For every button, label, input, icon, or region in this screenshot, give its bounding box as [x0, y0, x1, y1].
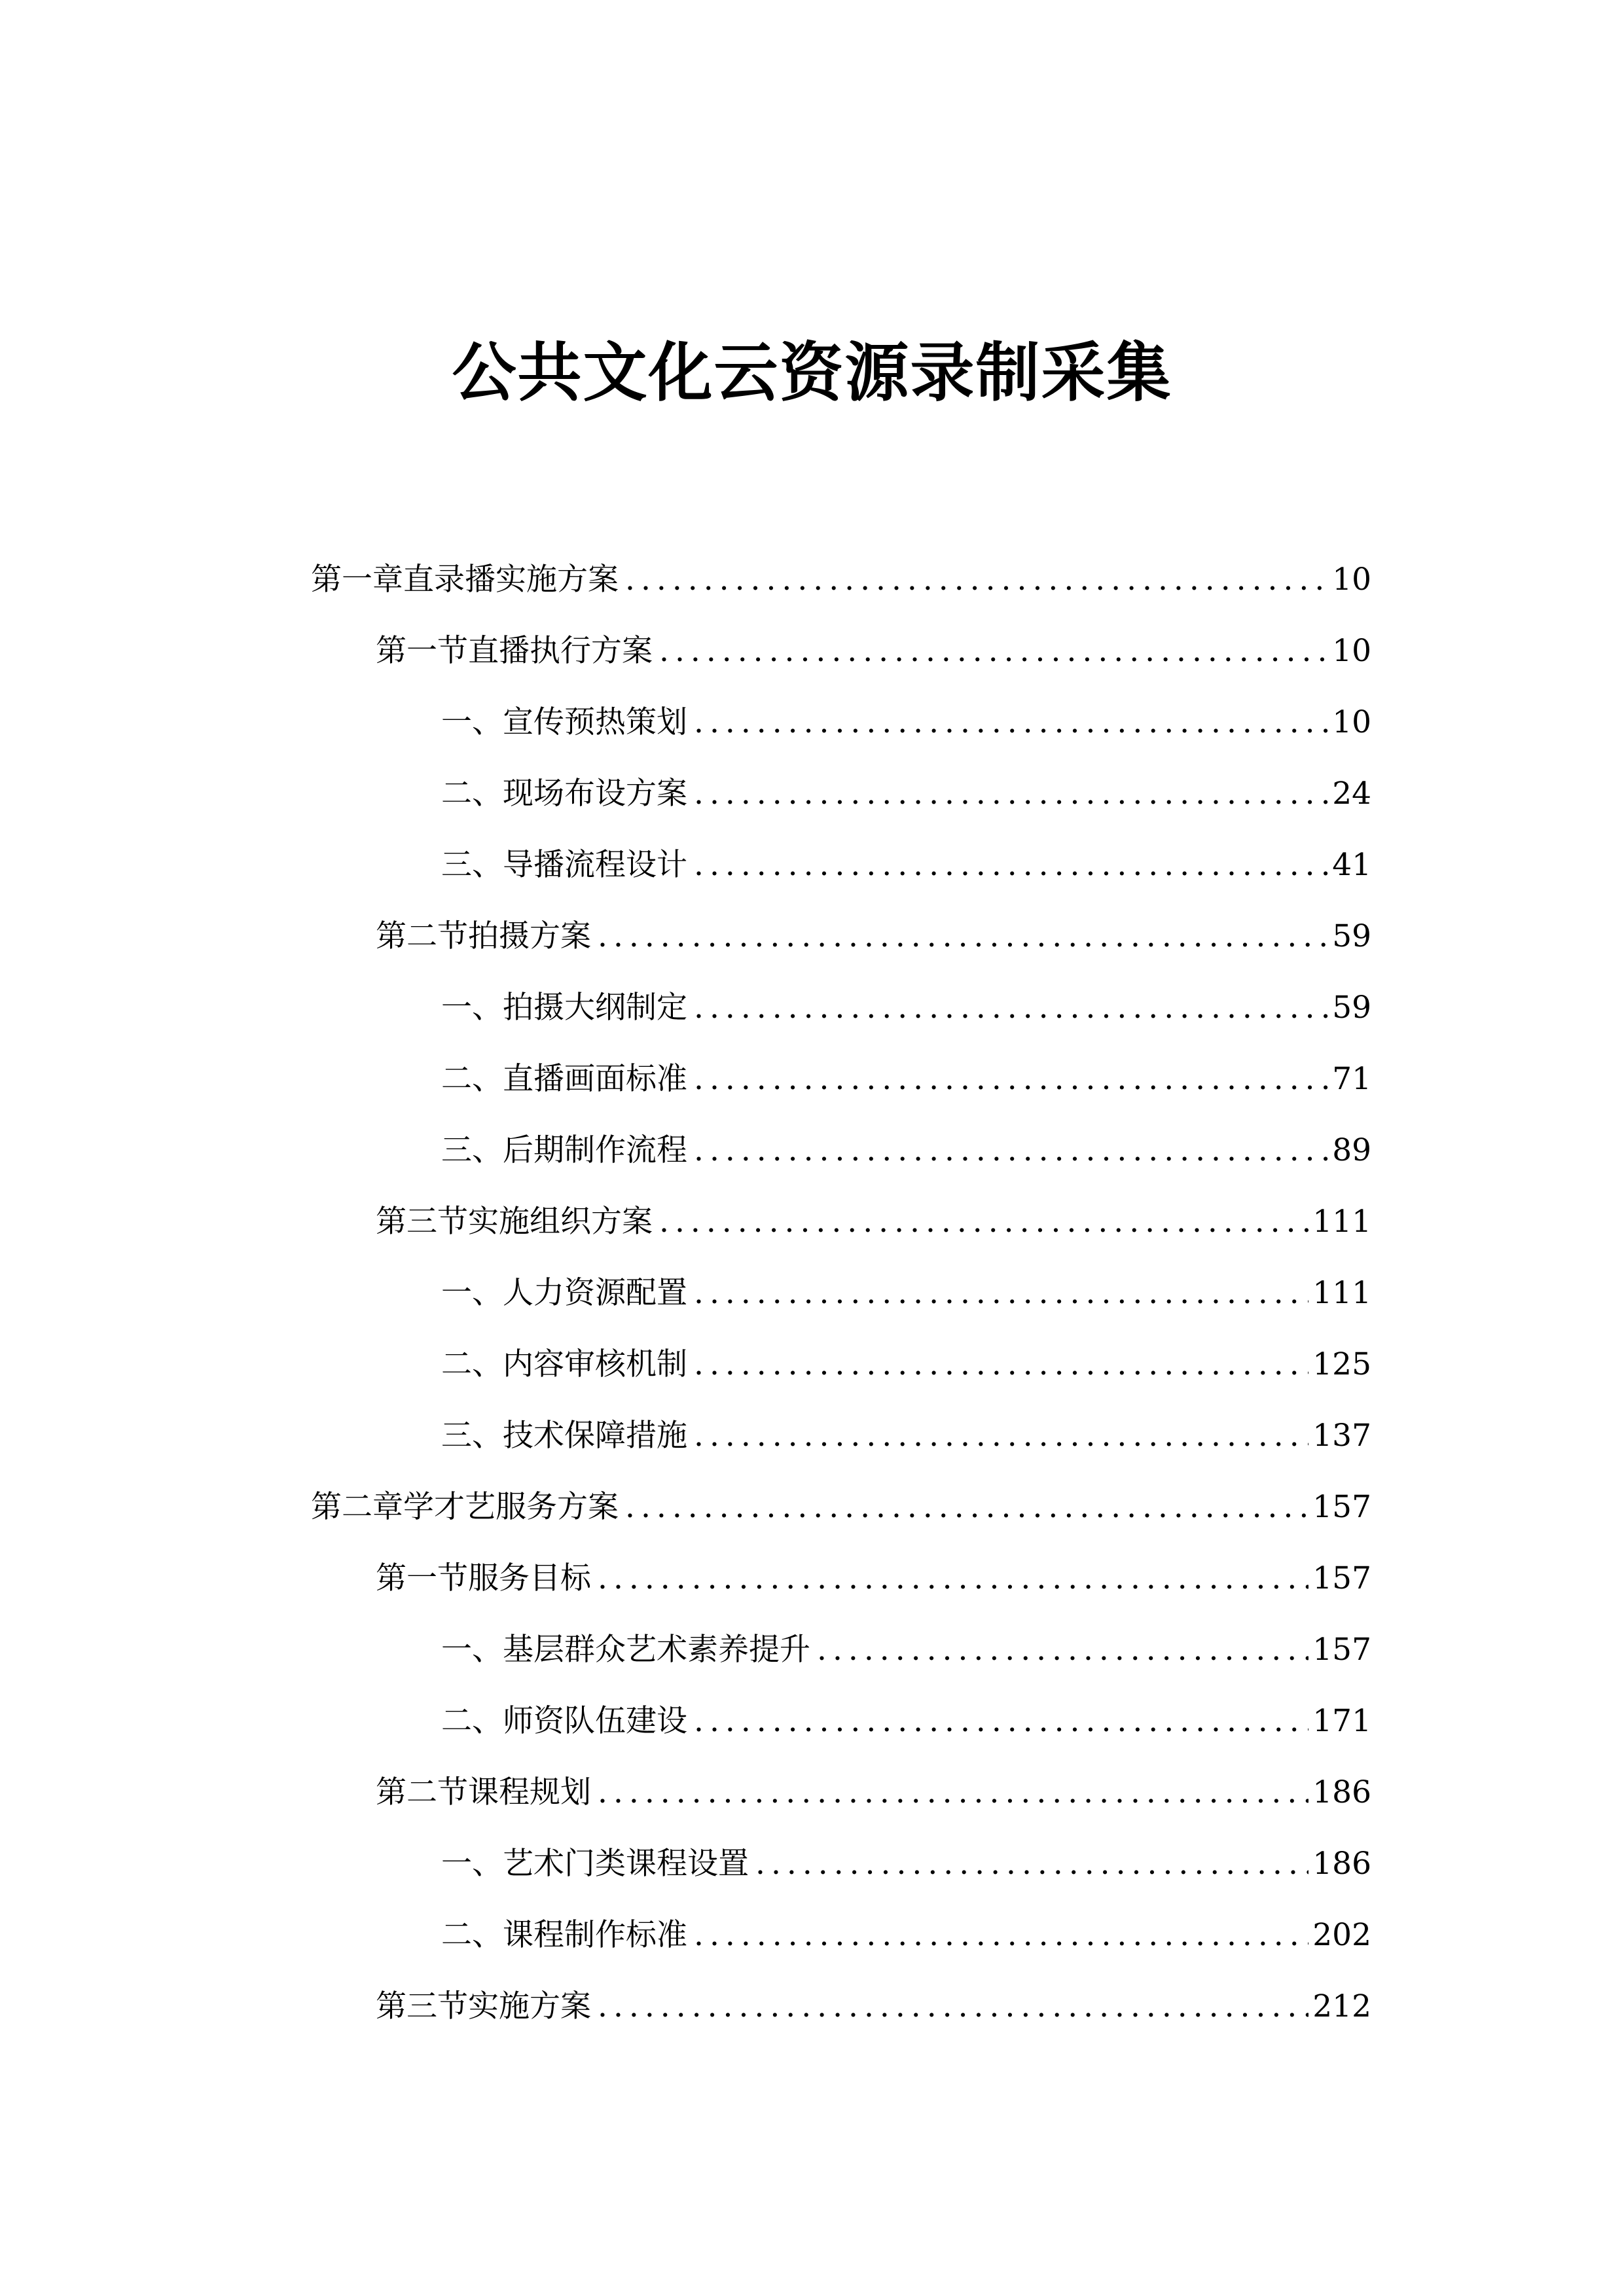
toc-entry-page: 59 — [1332, 918, 1371, 954]
toc-entry-number: 第一节 — [376, 633, 468, 669]
toc-entry-page: 171 — [1312, 1703, 1371, 1739]
toc-entry-number: 第二节 — [376, 918, 468, 954]
toc-dot-leader — [598, 905, 1328, 968]
toc-entry-number: 一、 — [441, 990, 503, 1026]
toc-entry-page: 41 — [1332, 847, 1371, 883]
toc-dot-leader — [694, 1048, 1328, 1111]
toc-dot-leader — [817, 1619, 1308, 1681]
toc-entry-page: 10 — [1332, 704, 1371, 740]
toc-entry-page: 89 — [1332, 1132, 1371, 1168]
toc-entry-page: 202 — [1312, 1917, 1371, 1953]
toc-entry-page: 157 — [1312, 1489, 1371, 1525]
toc-dot-leader — [694, 834, 1328, 897]
toc-entry[interactable] — [441, 1048, 1371, 1111]
toc-dot-leader — [694, 1333, 1308, 1396]
toc-entry[interactable] — [441, 1619, 1371, 1681]
toc-dot-leader — [659, 620, 1328, 683]
toc-entry[interactable] — [376, 1975, 1371, 2038]
toc-entry-page: 157 — [1312, 1632, 1371, 1668]
toc-entry-page: 59 — [1332, 990, 1371, 1026]
toc-entry-label: 宣传预热策划 — [503, 704, 687, 740]
toc-entry-page: 157 — [1312, 1560, 1371, 1596]
toc-entry-page: 137 — [1312, 1418, 1371, 1454]
toc-dot-leader — [694, 1904, 1308, 1967]
toc-entry-page: 111 — [1312, 1204, 1371, 1240]
toc-entry-number: 一、 — [441, 1846, 503, 1882]
toc-entry-label: 课程制作标准 — [503, 1917, 687, 1953]
toc-entry-number: 第三节 — [376, 1988, 468, 2024]
toc-entry[interactable] — [441, 1333, 1371, 1396]
toc-entry-page: 111 — [1312, 1275, 1371, 1311]
toc-entry-page: 212 — [1312, 1988, 1371, 2024]
toc-entry-number: 二、 — [441, 776, 503, 812]
toc-dot-leader — [625, 548, 1328, 611]
toc-entry-label: 内容审核机制 — [503, 1346, 687, 1382]
toc-entry-number: 二、 — [441, 1917, 503, 1953]
toc-entry-number: 三、 — [441, 847, 503, 883]
toc-entry[interactable] — [441, 1690, 1371, 1753]
toc-entry-label: 课程规划 — [468, 1774, 591, 1810]
toc-entry-page: 71 — [1332, 1061, 1371, 1097]
toc-entry[interactable] — [441, 1833, 1371, 1895]
toc-entry-label: 实施方案 — [468, 1988, 591, 2024]
toc-entry-label: 技术保障措施 — [503, 1418, 687, 1454]
toc-entry[interactable] — [441, 691, 1371, 754]
toc-dot-leader — [598, 1761, 1308, 1824]
toc-entry[interactable] — [311, 548, 1371, 611]
toc-entry-label: 人力资源配置 — [503, 1275, 687, 1311]
toc-entry-label: 直录播实施方案 — [403, 562, 619, 598]
toc-entry[interactable] — [441, 1119, 1371, 1182]
toc-entry-label: 现场布设方案 — [503, 776, 687, 812]
toc-entry[interactable] — [376, 1761, 1371, 1824]
toc-dot-leader — [694, 977, 1328, 1039]
toc-dot-leader — [694, 1690, 1308, 1753]
toc-entry-label: 实施组织方案 — [468, 1204, 653, 1240]
toc-entry-number: 第一章 — [311, 562, 403, 598]
toc-entry-number: 二、 — [441, 1061, 503, 1097]
toc-entry-number: 二、 — [441, 1703, 503, 1739]
toc-entry[interactable] — [441, 977, 1371, 1039]
toc-dot-leader — [598, 1975, 1308, 2038]
toc-entry[interactable] — [376, 1191, 1371, 1253]
toc-dot-leader — [694, 1405, 1308, 1467]
toc-dot-leader — [755, 1833, 1308, 1895]
toc-entry-label: 拍摄大纲制定 — [503, 990, 687, 1026]
toc-entry-number: 第二节 — [376, 1774, 468, 1810]
toc-dot-leader — [694, 1119, 1328, 1182]
toc-dot-leader — [694, 691, 1328, 754]
toc-entry-label: 艺术门类课程设置 — [503, 1846, 749, 1882]
toc-dot-leader — [598, 1547, 1308, 1610]
toc-entry-page: 186 — [1312, 1774, 1371, 1810]
toc-entry[interactable] — [441, 834, 1371, 897]
toc-entry[interactable] — [441, 762, 1371, 825]
toc-entry-number: 第一节 — [376, 1560, 468, 1596]
toc-entry-label: 拍摄方案 — [468, 918, 591, 954]
toc-entry[interactable] — [441, 1405, 1371, 1467]
toc-dot-leader — [659, 1191, 1308, 1253]
toc-entry-page: 125 — [1312, 1346, 1371, 1382]
toc-dot-leader — [694, 762, 1328, 825]
toc-entry-label: 直播执行方案 — [468, 633, 653, 669]
toc-entry-page: 10 — [1332, 633, 1371, 669]
toc-entry-page: 10 — [1332, 562, 1371, 598]
toc-entry-number: 一、 — [441, 1275, 503, 1311]
toc-entry-label: 学才艺服务方案 — [403, 1489, 619, 1525]
toc-dot-leader — [694, 1262, 1308, 1325]
toc-entry-number: 一、 — [441, 1632, 503, 1668]
toc-entry[interactable] — [441, 1262, 1371, 1325]
toc-dot-leader — [625, 1476, 1308, 1539]
toc-entry-page: 24 — [1332, 776, 1371, 812]
page-title: 公共文化云资源录制采集 — [452, 335, 1172, 410]
toc-entry-number: 三、 — [441, 1418, 503, 1454]
toc-entry-number: 二、 — [441, 1346, 503, 1382]
toc-entry-label: 师资队伍建设 — [503, 1703, 687, 1739]
toc-entry-label: 服务目标 — [468, 1560, 591, 1596]
toc-entry-label: 导播流程设计 — [503, 847, 687, 883]
toc-entry-label: 基层群众艺术素养提升 — [503, 1632, 810, 1668]
toc-entry[interactable] — [376, 905, 1371, 968]
toc-entry[interactable] — [376, 620, 1371, 683]
toc-entry[interactable] — [311, 1476, 1371, 1539]
toc-entry-page: 186 — [1312, 1846, 1371, 1882]
toc-entry[interactable] — [441, 1904, 1371, 1967]
toc-entry[interactable] — [376, 1547, 1371, 1610]
toc-entry-number: 三、 — [441, 1132, 503, 1168]
toc-entry-number: 一、 — [441, 704, 503, 740]
toc-entry-number: 第三节 — [376, 1204, 468, 1240]
toc-entry-number: 第二章 — [311, 1489, 403, 1525]
toc-entry-label: 后期制作流程 — [503, 1132, 687, 1168]
toc-entry-label: 直播画面标准 — [503, 1061, 687, 1097]
